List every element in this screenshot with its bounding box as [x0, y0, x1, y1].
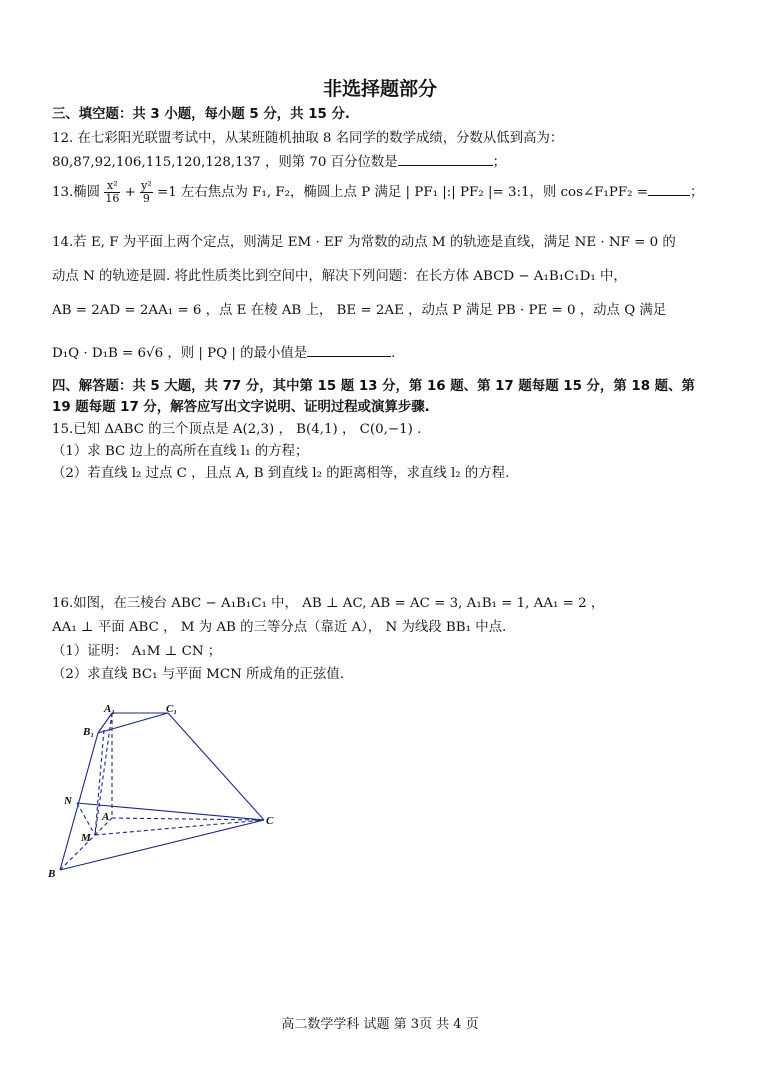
- label-b1: B₁: [83, 726, 95, 738]
- q14-end: .: [391, 346, 396, 361]
- label-a1: A₁: [104, 703, 116, 715]
- q14-line4: [52, 344, 395, 363]
- q13-frac2-den: 9: [142, 192, 150, 205]
- q12-text: 80,87,92,106,115,120,128,137 ，则第 70 百分位数是: [52, 155, 398, 170]
- q14-line2: 动点 N 的轨迹是圆. 将此性质类比到空间中，解决下列问题：在长方体 ABCD − A₁B₁C₁D₁ 中，: [52, 269, 627, 284]
- q14-line3: AB = 2AD = 2AA₁ = 6 ，点 E 在棱 AB 上， BE = 2AE ，动点 P 满足 PB · PE = 0 ，动点 Q 满足: [52, 303, 667, 318]
- label-b: B: [48, 868, 56, 880]
- section4-heading-2: 19 题每题 17 分，解答应写出文字说明、证明过程或演算步骤.: [52, 400, 430, 415]
- q13-frac1-num: x²: [104, 180, 120, 193]
- q16-line2: AA₁ ⊥ 平面 ABC ， M 为 AB 的三等分点（靠近 A）， N 为线段 BB₁ 中点.: [52, 620, 507, 635]
- q12-line1: 12. 在七彩阳光联盟考试中，从某班随机抽取 8 名同学的数学成绩，分数从低到高为：: [52, 131, 564, 146]
- edge-cc1: [168, 713, 264, 820]
- q13-prefix: 13.椭圆: [52, 185, 101, 200]
- q13-frac-x: [104, 180, 120, 205]
- label-c: C: [266, 815, 274, 827]
- q13-line: [52, 180, 703, 205]
- q15-line1: 15.已知 ΔABC 的三个顶点是 A(2,3) ， B(4,1) ， C(0,−1) .: [52, 422, 422, 437]
- section3-heading: 三、填空题：共 3 小题，每小题 5 分，共 15 分.: [52, 107, 350, 122]
- q13-frac-y: [140, 180, 153, 205]
- segment-nm-hidden: [77, 803, 95, 835]
- frustum-figure: [40, 700, 290, 885]
- q16-part2: （2）求直线 BC₁ 与平面 MCN 所成角的正弦值.: [52, 667, 345, 682]
- answer-blank-13[interactable]: [648, 183, 690, 196]
- q15-part1: （1）求 BC 边上的高所在直线 l₁ 的方程；: [52, 444, 309, 459]
- q14-line1: 14.若 E, F 为平面上两个定点，则满足 EM · EF 为常数的动点 M 的轨迹是直线，满足 NE · NF = 0 的: [52, 235, 676, 250]
- page-footer: 高二数学学科 试题 第 3页 共 4 页: [281, 1017, 479, 1032]
- q12-end: ；: [492, 155, 507, 170]
- answer-blank-12[interactable]: [398, 153, 493, 166]
- q14-text: D₁Q · D₁B = 6√6 ，则 | PQ | 的最小值是: [52, 346, 308, 361]
- q13-plus: +: [124, 185, 136, 200]
- q16-line1: 16.如图，在三棱台 ABC − A₁B₁C₁ 中， AB ⊥ AC, AB = AC = 3, A₁B₁ = 1, AA₁ = 2 ，: [52, 596, 605, 611]
- edge-ab-hidden: [60, 818, 112, 870]
- label-a: A: [102, 811, 110, 823]
- q13-end: ；: [690, 185, 704, 200]
- section4-heading-1: 四、解答题：共 5 大题，共 77 分，其中第 15 题 13 分，第 16 题、第 17 题每题 15 分，第 18 题、第: [52, 379, 695, 394]
- label-n: N: [64, 795, 72, 807]
- segment-mc-hidden: [95, 820, 264, 835]
- label-c1: C₁: [166, 703, 178, 715]
- q13-frac1-den: 16: [105, 192, 120, 205]
- q15-part2: （2）若直线 l₂ 过点 C ，且点 A, B 到直线 l₂ 的距离相等，求直线 l₂ 的方程.: [52, 466, 510, 481]
- q13-mid: =1 左右焦点为 F₁, F₂，椭圆上点 P 满足 | PF₁ |:| PF₂ |= 3:1，则 cos∠F₁PF₂ =: [157, 185, 648, 200]
- q13-frac2-num: y²: [141, 179, 152, 192]
- q16-part1: （1）证明： A₁M ⊥ CN ；: [52, 644, 222, 659]
- q12-line2: [52, 153, 506, 172]
- label-m: M: [81, 832, 91, 844]
- page-title: 非选择题部分: [322, 78, 437, 100]
- edge-b1c1: [98, 713, 168, 733]
- answer-blank-14[interactable]: [307, 344, 391, 357]
